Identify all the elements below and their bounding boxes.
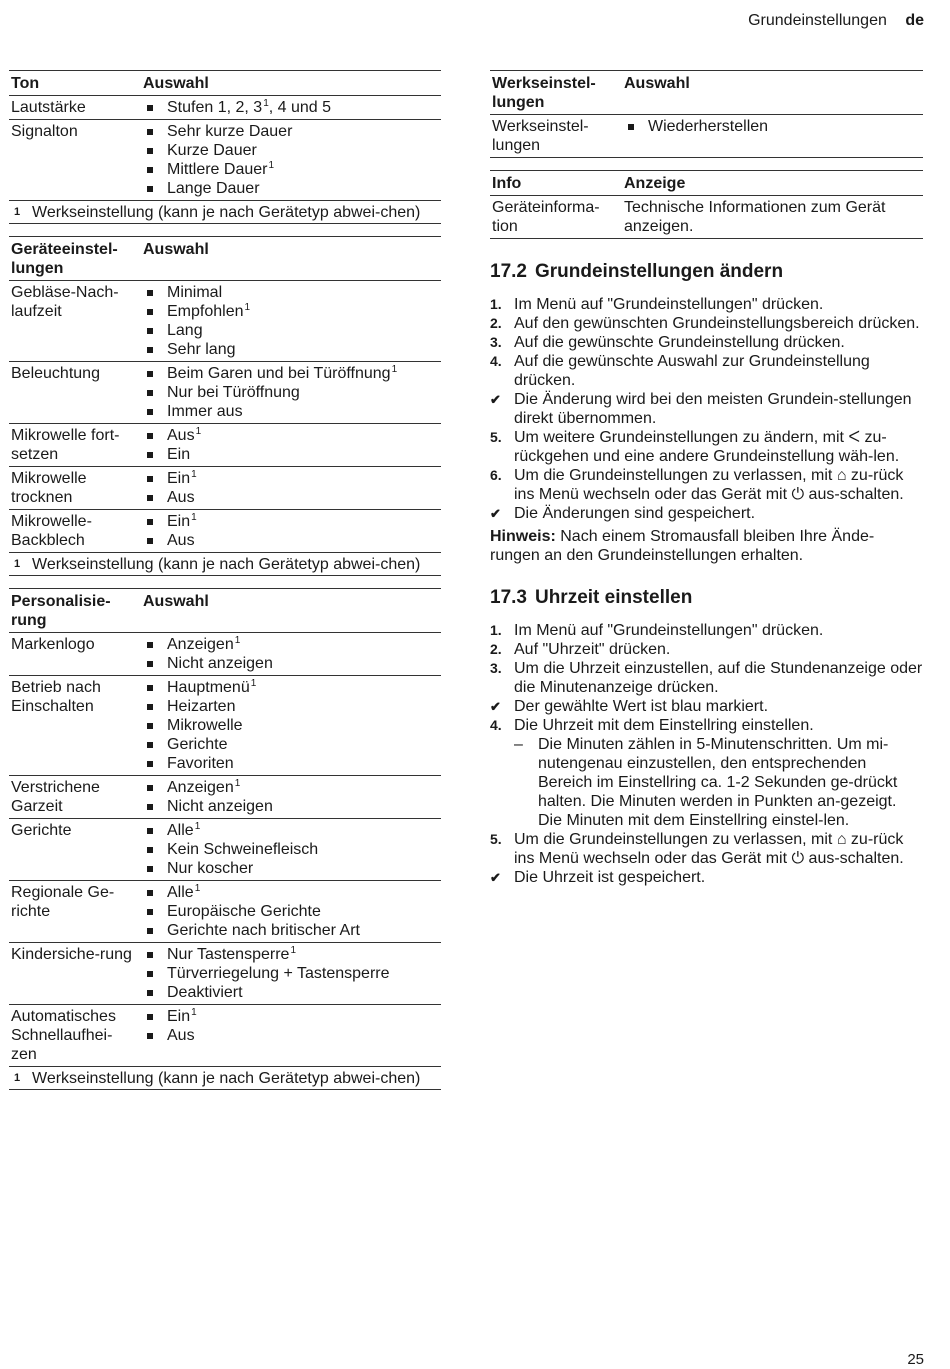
option-item [143,678,439,697]
footnote-marker: 1 [191,512,197,523]
footnote-marker: 1 [191,1007,197,1018]
option-text: Gerichte nach britischer Art [167,922,360,939]
column-header: Ton [9,71,141,96]
note [490,527,923,565]
option-cell [141,362,441,424]
option-item [143,321,439,340]
table-footnote-row [9,553,441,576]
step-text: Die Änderung wird bei den meisten Grundein-stellungen direkt übernommen. [514,391,912,427]
step-marker: 1. [490,296,502,312]
column-header: Personalisie-rung [9,589,141,633]
option-item [143,983,439,1002]
option-text: Kurze Dauer [167,142,257,159]
footnote-number: 1 [14,558,21,570]
option-cell [141,96,441,120]
step-item [490,428,923,466]
option-text: Hauptmenü [167,679,250,696]
option-text: Aus [167,427,195,444]
option-text: Stufen 1, 2, 3 [167,99,263,116]
footnote-number: 1 [14,1072,21,1084]
right-column [490,70,923,887]
option-text: Nur Tastensperre [167,946,290,963]
table-row [490,115,923,158]
setting-label: Automatisches Schnellaufhei-zen [9,1005,141,1067]
option-text: Sehr lang [167,341,236,358]
option-cell [141,776,441,819]
option-list [143,821,439,878]
option-item [143,531,439,550]
table-header-row [490,71,923,115]
option-item [143,735,439,754]
option-list [143,469,439,507]
table-footnote-row [9,201,441,224]
option-text: Empfohlen [167,303,244,320]
table-row [9,281,441,362]
option-cell [622,115,923,158]
option-cell [141,819,441,881]
option-text: Mikrowelle [167,717,243,734]
option-item [143,921,439,940]
option-item [143,883,439,902]
option-list [143,98,439,117]
left-column [9,70,441,1102]
step-marker: 2. [490,315,502,331]
option-item [143,635,439,654]
header-language: de [905,12,924,29]
option-text: Alle [167,822,194,839]
setting-label: Gebläse-Nach-laufzeit [9,281,141,362]
setting-label: Verstrichene Garzeit [9,776,141,819]
setting-label: Beleuchtung [9,362,141,424]
step-item [490,697,923,716]
column-header: Auswahl [141,71,441,96]
step-text: Um die Uhrzeit einzustellen, auf die Stundenanzeige oder die Minutenanzeige drücken. [514,660,923,696]
option-item [143,697,439,716]
step-marker: 4. [490,353,502,369]
section-17-2 [490,261,923,565]
footnote-marker: 1 [234,778,241,789]
table-row [9,676,441,776]
option-cell [141,467,441,510]
footnote-marker: 1 [195,426,202,437]
table-row [9,776,441,819]
table-row [9,943,441,1005]
option-item [143,469,439,488]
check-icon: ✔ [490,870,501,885]
step-item [490,466,923,504]
step-item [490,314,923,333]
option-item [143,840,439,859]
option-list [143,122,439,198]
option-text: Minimal [167,284,223,301]
step-item [490,504,923,523]
option-item [143,654,439,673]
step-marker: 3. [490,660,502,676]
option-item [143,283,439,302]
setting-label: Geräteinforma-tion [490,196,622,239]
step-item [490,621,923,640]
option-text: Lange Dauer [167,180,260,197]
footnote-marker: 1 [194,883,201,894]
table-header-row [490,171,923,196]
column-header: Geräteeinstel-lungen [9,237,141,281]
section-17-3 [490,587,923,887]
step-text: Auf die gewünschte Auswahl zur Grundeinstellung drücken. [514,353,870,389]
option-text: Nur bei Türöffnung [167,384,300,401]
footnote-content [11,203,439,222]
step-text: Die Minuten zählen in 5-Minutenschritten. Um mi-nutengenau einzustellen, den entsprechenden Bereich im Einstellring ca. 1-2 Sekunden ge-drückt halten. Die Minuten werden in Punkten an-gezeigt. Die Minuten mit dem Einstellring einstel-len. [538,736,898,829]
option-item [624,117,921,136]
section-title: Uhrzeit einstellen [534,587,693,608]
footnote [9,1067,441,1090]
option-list [143,635,439,673]
option-cell [141,676,441,776]
option-text: Nur koscher [167,860,254,877]
setting-label: Signalton [9,120,141,201]
option-cell [141,881,441,943]
step-text: Im Menü auf "Grundeinstellungen" drücken. [514,622,824,639]
step-list [490,295,923,523]
option-item [143,402,439,421]
column-header: Info [490,171,622,196]
table-header-row [9,237,441,281]
step-text: Der gewählte Wert ist blau markiert. [514,698,769,715]
option-item [143,945,439,964]
option-text: Wiederherstellen [648,118,769,135]
footnote-text: Werkseinstellung (kann je nach Gerätetyp abwei-chen) [32,556,421,573]
table-personalisierung [9,588,441,1090]
option-list [143,945,439,1002]
option-cell [141,424,441,467]
step-text: Um weitere Grundeinstellungen zu ändern, mit ᐸ zu-rückgehen und eine andere Grundeinstellung wäh-len. [514,429,900,465]
option-item [143,1007,439,1026]
check-icon: ✔ [490,506,501,521]
step-item [490,333,923,352]
setting-label: Lautstärke [9,96,141,120]
option-text: Nicht anzeigen [167,655,273,672]
section-number: 17.3 [490,587,527,608]
option-item [143,488,439,507]
option-item [143,98,439,117]
step-item [490,640,923,659]
option-cell [141,943,441,1005]
option-list [624,117,921,136]
step-text: Die Uhrzeit mit dem Einstellring einstellen. [514,717,814,734]
option-item [143,821,439,840]
table-footnote-row [9,1067,441,1090]
option-text: Lang [167,322,203,339]
option-item [143,445,439,464]
footnote-marker: 1 [263,98,269,109]
option-item [143,1026,439,1045]
step-marker: 3. [490,334,502,350]
option-list [143,512,439,550]
table-row [9,510,441,553]
step-item [490,659,923,697]
step-text: Die Uhrzeit ist gespeichert. [514,869,706,886]
option-item [143,964,439,983]
option-list [143,426,439,464]
table-row [9,424,441,467]
option-text: Kein Schweinefleisch [167,841,319,858]
setting-label: Kindersiche-rung [9,943,141,1005]
check-icon: ✔ [490,699,501,714]
setting-label: Mikrowelle fort-setzen [9,424,141,467]
option-list [143,364,439,421]
option-cell [141,510,441,553]
option-item [143,364,439,383]
table-header-row [9,589,441,633]
section-title: Grundeinstellungen ändern [534,261,784,282]
step-text: Auf "Uhrzeit" drücken. [514,641,671,658]
table-row [9,819,441,881]
section-heading [490,587,923,609]
option-text: Aus [167,532,195,549]
check-icon: ✔ [490,392,501,407]
column-header: Auswahl [622,71,923,115]
section-heading [490,261,923,283]
option-text: Immer aus [167,403,243,420]
option-text: Europäische Gerichte [167,903,321,920]
option-text-suffix: , 4 und 5 [268,99,332,116]
option-text: Favoriten [167,755,234,772]
setting-label: Markenlogo [9,633,141,676]
option-cell [141,1005,441,1067]
option-item [143,512,439,531]
step-marker: – [514,736,523,753]
table-row [9,96,441,120]
table-row [9,881,441,943]
step-marker: 1. [490,622,502,638]
option-item [143,716,439,735]
footnote-marker: 1 [244,302,251,313]
option-item [143,754,439,773]
table-header-row [9,71,441,96]
column-header: Auswahl [141,237,441,281]
step-item [490,390,923,428]
column-header: Werkseinstel-lungen [490,71,622,115]
option-cell [141,633,441,676]
step-item [490,295,923,314]
option-item [143,302,439,321]
option-text: Gerichte [167,736,228,753]
step-text: Auf die gewünschte Grundeinstellung drücken. [514,334,845,351]
step-marker: 4. [490,717,502,733]
footnote-marker: 1 [290,945,296,956]
step-list [490,621,923,887]
footnote-text: Werkseinstellung (kann je nach Gerätetyp abwei-chen) [32,1070,421,1087]
display-text: Technische Informationen zum Gerät anzeigen. [624,199,886,235]
option-item [143,160,439,179]
table-row [490,196,923,239]
step-text: Im Menü auf "Grundeinstellungen" drücken. [514,296,824,313]
step-marker: 5. [490,831,502,847]
option-item [143,340,439,359]
note-text: Nach einem Stromausfall bleiben Ihre Ände-rungen an den Grundeinstellungen erhalten. [490,528,875,564]
footnote-text: Werkseinstellung (kann je nach Gerätetyp abwei-chen) [32,204,421,221]
option-item [143,797,439,816]
table-geraeteeinstellungen [9,236,441,576]
footnote-marker: 1 [234,635,241,646]
sub-step [490,735,923,830]
option-item [143,141,439,160]
option-text: Deaktiviert [167,984,243,1001]
option-text: Aus [167,489,195,506]
option-text: Türverriegelung + Tastensperre [167,965,390,982]
option-text: Anzeigen [167,636,234,653]
step-text: Auf den gewünschten Grundeinstellungsbereich drücken. [514,315,920,332]
table-row [9,633,441,676]
section-number: 17.2 [490,261,527,282]
option-text: Nicht anzeigen [167,798,273,815]
header-section-title: Grundeinstellungen [748,12,887,29]
option-text: Ein [167,470,191,487]
setting-label: Mikrowelle-Backblech [9,510,141,553]
step-marker: 5. [490,429,502,445]
step-item [490,830,923,868]
option-item [143,179,439,198]
footnote [9,201,441,224]
option-text: Alle [167,884,194,901]
option-list [143,283,439,359]
option-text: Mittlere Dauer [167,161,268,178]
column-header: Auswahl [141,589,441,633]
option-list [143,883,439,940]
table-ton [9,70,441,224]
step-item [490,352,923,390]
footnote-marker: 1 [194,821,201,832]
setting-label: Betrieb nach Einschalten [9,676,141,776]
table-row [9,120,441,201]
footnote-content [11,1069,439,1088]
option-item [143,859,439,878]
note-label: Hinweis: [490,528,556,545]
option-text: Beim Garen und bei Türöffnung [167,365,391,382]
option-item [143,778,439,797]
step-item [490,716,923,735]
table-row [9,467,441,510]
option-item [143,426,439,445]
table-row [9,362,441,424]
table-row [9,1005,441,1067]
footnote-marker: 1 [268,160,275,171]
option-text: Ein [167,513,191,530]
setting-label: Regionale Ge-richte [9,881,141,943]
option-item [143,122,439,141]
footnote-marker: 1 [191,469,197,480]
setting-label: Werkseinstel-lungen [490,115,622,158]
option-cell [141,281,441,362]
page-header [748,11,924,30]
footnote [9,553,441,576]
step-text: Um die Grundeinstellungen zu verlassen, mit ⌂ zu-rück ins Menü wechseln oder das Gerät mit ⏻ aus-schalten. [514,831,904,867]
step-item [490,868,923,887]
option-text: Anzeigen [167,779,234,796]
footnote-content [11,555,439,574]
setting-label: Gerichte [9,819,141,881]
footnote-marker: 1 [391,364,398,375]
step-text: Die Änderungen sind gespeichert. [514,505,756,522]
option-text: Ein [167,446,191,463]
setting-label: Mikrowelle trocknen [9,467,141,510]
option-cell [622,196,923,239]
footnote-number: 1 [14,206,21,218]
option-text: Heizarten [167,698,236,715]
table-werkseinstellungen [490,70,923,158]
option-item [143,383,439,402]
step-marker: 2. [490,641,502,657]
footnote-marker: 1 [250,678,257,689]
option-cell [141,120,441,201]
option-text: Ein [167,1008,191,1025]
option-list [143,1007,439,1045]
page-number: 25 [907,1351,924,1368]
option-text: Aus [167,1027,195,1044]
option-item [143,902,439,921]
option-list [143,678,439,773]
step-marker: 6. [490,467,502,483]
column-header: Anzeige [622,171,923,196]
table-info [490,170,923,239]
option-text: Sehr kurze Dauer [167,123,293,140]
option-list [143,778,439,816]
step-text: Um die Grundeinstellungen zu verlassen, mit ⌂ zu-rück ins Menü wechseln oder das Gerät mit ⏻ aus-schalten. [514,467,904,503]
